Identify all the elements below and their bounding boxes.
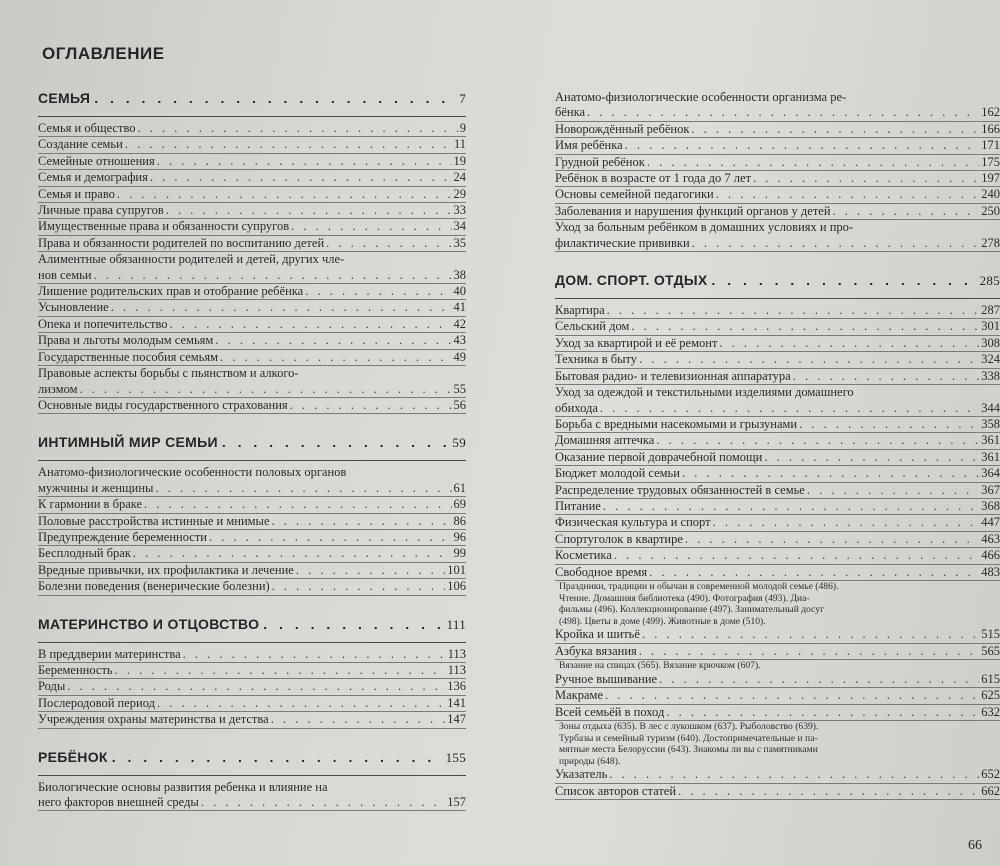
section-spacer xyxy=(38,414,466,434)
toc-entry-page: 56 xyxy=(453,397,466,412)
section-heading-page: 155 xyxy=(445,749,466,765)
toc-entry-title: Питание xyxy=(555,498,601,513)
toc-entry xyxy=(38,795,466,811)
dot-leader xyxy=(220,350,451,365)
toc-entry-page: 24 xyxy=(453,170,466,185)
toc-entry-page: 466 xyxy=(981,548,1000,563)
dot-leader xyxy=(94,90,455,106)
dot-leader xyxy=(290,398,452,413)
section-rule xyxy=(38,642,466,643)
toc-entry xyxy=(555,187,1000,203)
dot-leader xyxy=(272,514,452,529)
toc-entry-title: Квартира xyxy=(555,303,605,318)
toc-entry xyxy=(555,483,1000,499)
toc-entry-page: 361 xyxy=(981,449,1000,464)
toc-entry xyxy=(38,154,466,170)
dot-leader xyxy=(209,530,452,545)
toc-entry xyxy=(555,122,1000,138)
dot-leader xyxy=(291,219,451,234)
toc-entry xyxy=(38,300,466,316)
toc-entry-page: 147 xyxy=(447,712,466,727)
toc-entry xyxy=(38,187,466,203)
toc-entry xyxy=(555,303,1000,319)
toc-subtopics-line: фильмы (496). Коллекционирование (497). Занимательный досуг xyxy=(559,604,825,616)
section-heading-text: ДОМ. СПОРТ. ОТДЫХ xyxy=(555,272,708,289)
section-heading xyxy=(38,434,466,458)
toc-entry-page: 308 xyxy=(981,335,1000,350)
toc-entry-title: нов семьи xyxy=(38,267,92,282)
toc-entry-line: Правовые аспекты борьбы с пьянством и алкого- xyxy=(38,366,299,381)
toc-entry-title: Основные виды государственного страхования xyxy=(38,397,288,412)
toc-entry-title: Спортуголок в квартире xyxy=(555,531,683,546)
toc-entry-page: 42 xyxy=(453,316,466,331)
dot-leader xyxy=(605,688,979,703)
dot-leader xyxy=(170,317,452,332)
toc-entry-title: Грудной ребёнок xyxy=(555,154,645,169)
toc-entry-page: 9 xyxy=(459,121,466,135)
toc-entry-page: 287 xyxy=(981,303,1000,318)
section-spacer xyxy=(38,596,466,616)
toc-subtopics-line: природы (648). xyxy=(559,755,621,767)
toc-entry xyxy=(555,138,1000,154)
section-heading-page: 285 xyxy=(979,273,1000,289)
dot-leader xyxy=(753,171,979,186)
toc-entry-page: 141 xyxy=(447,695,466,710)
toc-entry xyxy=(38,579,466,595)
section-rule xyxy=(555,298,1000,299)
toc-section xyxy=(555,90,1000,252)
dot-leader xyxy=(222,434,449,450)
toc-entry-page: 515 xyxy=(981,627,1000,642)
dot-leader xyxy=(271,712,446,727)
dot-leader xyxy=(793,369,980,384)
toc-entry-page: 615 xyxy=(981,671,1000,686)
dot-leader xyxy=(639,644,979,659)
section-rule xyxy=(38,775,466,776)
toc-entry-page: 368 xyxy=(981,498,1000,513)
toc-section xyxy=(38,90,466,414)
dot-leader xyxy=(111,300,452,315)
toc-entry-title: Заболевания и нарушения функций органов у детей xyxy=(555,203,831,218)
toc-entry-title: Создание семьи xyxy=(38,137,123,152)
toc-entry-page: 29 xyxy=(453,186,466,201)
toc-entry-page: 324 xyxy=(981,352,1000,367)
toc-entry xyxy=(555,204,1000,220)
page-number: 66 xyxy=(968,838,982,853)
toc-entry-page: 162 xyxy=(981,105,1000,120)
dot-leader xyxy=(719,336,979,351)
dot-leader xyxy=(80,382,452,397)
toc-entry xyxy=(38,219,466,235)
toc-entry xyxy=(38,236,466,252)
toc-entry-page: 361 xyxy=(981,433,1000,448)
toc-subtopics-line: Турбазы и семейный туризм (640). Достопримечательные и па- xyxy=(559,732,818,744)
dot-leader xyxy=(656,433,979,448)
toc-entry-page: 662 xyxy=(981,783,1000,798)
toc-entry-title: Кройка и шитьё xyxy=(555,627,640,642)
toc-entry-page: 157 xyxy=(447,795,466,809)
toc-entry-title: Беременность xyxy=(38,662,113,677)
toc-entry xyxy=(38,696,466,712)
toc-entry-page: 463 xyxy=(981,531,1000,546)
dot-leader xyxy=(183,647,446,662)
toc-entry-page: 367 xyxy=(981,482,1000,497)
toc-entry-title: Учреждения охраны материнства и детства xyxy=(38,712,269,727)
toc-entry-title: Азбука вязания xyxy=(555,643,637,658)
dot-leader xyxy=(155,481,451,496)
toc-entry-title: Вредные привычки, их профилактика и лечение xyxy=(38,562,294,577)
toc-entry-page: 364 xyxy=(981,466,1000,481)
toc-entry xyxy=(555,705,1000,721)
toc-section xyxy=(38,434,466,595)
dot-leader xyxy=(764,450,979,465)
toc-entry-title: Послеродовой период xyxy=(38,695,155,710)
toc-entry xyxy=(555,565,1000,581)
toc-entry-page: 55 xyxy=(453,381,466,396)
toc-entry-title: Семейные отношения xyxy=(38,153,155,168)
dot-leader xyxy=(666,705,979,720)
dot-leader xyxy=(833,204,980,219)
dot-leader xyxy=(631,319,979,334)
toc-entry-page: 61 xyxy=(453,480,466,495)
toc-entry xyxy=(38,284,466,300)
dot-leader xyxy=(112,749,442,765)
toc-entry-title: Опека и попечительство xyxy=(38,316,168,331)
toc-entry-title: мужчины и женщины xyxy=(38,480,154,495)
dot-leader xyxy=(807,483,979,498)
toc-entry-title: К гармонии в браке xyxy=(38,497,143,512)
toc-entry-title: Борьба с вредными насекомыми и грызунами xyxy=(555,416,798,431)
toc-entry xyxy=(38,712,466,728)
toc-entry-page: 41 xyxy=(453,300,466,315)
dot-leader xyxy=(603,499,979,514)
section-heading-text: ИНТИМНЫЙ МИР СЕМЬИ xyxy=(38,434,218,451)
dot-leader xyxy=(125,137,452,152)
toc-entry-title: Список авторов статей xyxy=(555,783,677,798)
toc-entry-title: Бесплодный брак xyxy=(38,546,131,561)
toc-entry xyxy=(38,546,466,562)
toc-entry xyxy=(555,688,1000,704)
toc-entry xyxy=(555,767,1000,783)
dot-leader xyxy=(272,579,446,594)
dot-leader xyxy=(587,105,979,120)
toc-entry-page: 344 xyxy=(981,400,1000,415)
toc-entry xyxy=(38,268,466,284)
dot-leader xyxy=(600,401,979,416)
section-heading xyxy=(38,749,466,773)
toc-section xyxy=(555,272,1000,800)
toc-entry-page: 86 xyxy=(453,513,466,528)
dot-leader xyxy=(639,352,979,367)
toc-entry-page: 171 xyxy=(981,138,1000,153)
toc-entry-page: 565 xyxy=(981,643,1000,658)
toc-entry-page: 106 xyxy=(447,579,466,594)
section-heading-page: 7 xyxy=(459,91,466,106)
section-heading xyxy=(38,90,466,114)
toc-section xyxy=(38,616,466,729)
toc-subtopics-line: (498). Цветы в доме (499). Животные в доме (510). xyxy=(559,615,766,627)
toc-entry xyxy=(555,105,1000,121)
toc-entry xyxy=(38,514,466,530)
toc-entry-title: Всей семьёй в поход xyxy=(555,704,665,719)
toc-entry xyxy=(555,433,1000,449)
toc-entry-title: Физическая культура и спорт xyxy=(555,515,711,530)
toc-entry xyxy=(38,563,466,579)
toc-entry-title: Половые расстройства истинные и мнимые xyxy=(38,513,270,528)
toc-entry xyxy=(38,203,466,219)
toc-entry-title: Косметика xyxy=(555,548,612,563)
toc-entry xyxy=(555,672,1000,688)
section-spacer xyxy=(555,252,1000,272)
toc-entry-title: Макраме xyxy=(555,688,603,703)
toc-entry-line: Биологические основы развития ребенка и влияние на xyxy=(38,779,328,794)
toc-entry-title: него факторов внешней среды xyxy=(38,795,199,809)
toc-entry-page: 447 xyxy=(981,515,1000,530)
dot-leader xyxy=(215,333,451,348)
section-heading-page: 59 xyxy=(452,435,466,451)
toc-entry-page: 625 xyxy=(981,688,1000,703)
toc-entry-page: 19 xyxy=(453,153,466,168)
dot-leader xyxy=(614,548,979,563)
toc-entry-title: Техника в быту xyxy=(555,352,638,367)
toc-entry-title: Роды xyxy=(38,679,66,694)
dot-leader xyxy=(150,170,452,185)
toc-section xyxy=(38,749,466,812)
dot-leader xyxy=(326,236,451,251)
toc-entry-title: Уход за квартирой и её ремонт xyxy=(555,335,718,350)
toc-entry xyxy=(555,450,1000,466)
toc-entry xyxy=(555,644,1000,660)
toc-entry-title: Сельский дом xyxy=(555,319,630,334)
toc-entry-title: Лишение родительских прав и отобрание ребёнка xyxy=(38,284,304,299)
toc-entry xyxy=(555,466,1000,482)
toc-entry xyxy=(555,627,1000,643)
toc-entry-title: Ребёнок в возрасте от 1 года до 7 лет xyxy=(555,171,752,186)
dot-leader xyxy=(716,187,980,202)
section-heading-page: 111 xyxy=(446,616,466,632)
toc-entry-line: Уход за одеждой и текстильными изделиями домашнего xyxy=(555,385,854,400)
toc-entry-title: Ручное вышивание xyxy=(555,671,658,686)
toc-subtopics-line: Чтение. Домашняя библиотека (490). Фотография (493). Диа- xyxy=(559,592,810,604)
toc-entry-page: 69 xyxy=(453,497,466,512)
toc-entry-title: Усыновление xyxy=(38,300,109,315)
toc-entry xyxy=(555,369,1000,385)
toc-entry xyxy=(555,532,1000,548)
toc-entry-title: Оказание первой доврачебной помощи xyxy=(555,449,763,464)
toc-entry xyxy=(555,155,1000,171)
toc-entry xyxy=(38,398,466,414)
toc-entry xyxy=(38,530,466,546)
toc-entry-page: 33 xyxy=(453,203,466,218)
toc-entry xyxy=(555,352,1000,368)
toc-entry xyxy=(555,548,1000,564)
dot-leader xyxy=(685,532,979,547)
toc-entry-title: Бюджет молодой семьи xyxy=(555,466,680,481)
toc-entry-title: Государственные пособия семьям xyxy=(38,349,219,364)
toc-entry-title: Права и льготы молодым семьям xyxy=(38,333,214,348)
toc-entry-page: 49 xyxy=(453,349,466,364)
dot-leader xyxy=(166,203,452,218)
toc-entry-page: 483 xyxy=(981,564,1000,579)
toc-entry-title: Семья и право xyxy=(38,186,115,201)
dot-leader xyxy=(117,187,452,202)
toc-entry-page: 11 xyxy=(453,137,466,152)
toc-subtopics-line: Вязание на спицах (565). Вязание крючком (607). xyxy=(559,660,761,672)
toc-entry-title: обихода xyxy=(555,400,598,415)
page-title: ОГЛАВЛЕНИЕ xyxy=(42,44,165,63)
toc-entry-title: Новорождённый ребёнок xyxy=(555,121,690,136)
section-rule xyxy=(38,116,466,117)
dot-leader xyxy=(609,767,979,782)
toc-entry-line: Уход за больным ребёнком в домашних условиях и про- xyxy=(555,220,854,235)
section-heading xyxy=(38,616,466,640)
toc-entry-page: 250 xyxy=(981,203,1000,218)
toc-entry-page: 240 xyxy=(981,187,1000,202)
toc-entry-page: 113 xyxy=(447,646,466,661)
toc-entry xyxy=(555,401,1000,417)
dot-leader xyxy=(133,546,452,561)
toc-entry-line: Анатомо-физиологические особенности половых органов xyxy=(38,465,347,480)
dot-leader xyxy=(157,696,445,711)
dot-leader xyxy=(94,268,452,283)
dot-leader xyxy=(649,565,979,580)
toc-entry xyxy=(555,236,1000,252)
toc-entry-page: 136 xyxy=(447,679,466,694)
toc-entry-title: Бытовая радио- и телевизионная аппаратура xyxy=(555,368,791,383)
toc-entry xyxy=(38,333,466,349)
toc-entry-page: 99 xyxy=(453,546,466,561)
dot-leader xyxy=(692,236,980,251)
toc-entry-title: Домашняя аптечка xyxy=(555,433,655,448)
dot-leader xyxy=(201,795,445,810)
dot-leader xyxy=(263,616,442,632)
toc-entry-title: Семья и общество xyxy=(38,121,136,135)
toc-entry-page: 278 xyxy=(981,235,1000,250)
toc-entry xyxy=(38,350,466,366)
toc-entry xyxy=(38,121,466,137)
toc-entry xyxy=(555,499,1000,515)
toc-entry xyxy=(38,481,466,497)
section-heading-text: РЕБЁНОК xyxy=(38,748,108,765)
dot-leader xyxy=(625,138,980,153)
dot-leader xyxy=(144,497,451,512)
dot-leader xyxy=(115,663,446,678)
dot-leader xyxy=(713,515,980,530)
toc-entry xyxy=(555,336,1000,352)
toc-entry-page: 632 xyxy=(981,704,1000,719)
toc-entry-page: 40 xyxy=(453,284,466,299)
toc-entry-page: 197 xyxy=(981,171,1000,186)
toc-column-right xyxy=(555,90,1000,800)
dot-leader xyxy=(305,284,451,299)
toc-entry-page: 35 xyxy=(453,235,466,250)
toc-entry xyxy=(555,171,1000,187)
toc-entry-page: 101 xyxy=(447,562,466,577)
dot-leader xyxy=(647,155,979,170)
toc-entry-title: филактические прививки xyxy=(555,235,690,250)
toc-subtopics-line: Зоны отдыха (635). В лес с лукошком (637). Рыболовство (639). xyxy=(559,720,819,732)
toc-entry-title: Основы семейной педагогики xyxy=(555,187,714,202)
dot-leader xyxy=(157,154,452,169)
dot-leader xyxy=(642,627,979,642)
toc-entry xyxy=(38,497,466,513)
toc-subtopics-line: Праздники, традиции и обычаи в современной молодой семье (486). xyxy=(559,580,839,592)
toc-entry xyxy=(555,417,1000,433)
toc-entry-page: 113 xyxy=(447,662,466,677)
dot-leader xyxy=(678,784,979,799)
dot-leader xyxy=(659,672,979,687)
toc-entry xyxy=(38,137,466,153)
toc-entry-page: 34 xyxy=(453,219,466,234)
toc-entry xyxy=(555,319,1000,335)
toc-entry-page: 301 xyxy=(981,319,1000,334)
dot-leader xyxy=(67,679,445,694)
toc-entry-page: 38 xyxy=(453,267,466,282)
toc-entry-page: 43 xyxy=(453,333,466,348)
toc-entry-title: Права и обязанности родителей по воспитанию детей xyxy=(38,235,325,250)
toc-subtopics-line: мятные места Белоруссии (643). Знакомы ли вы с памятниками xyxy=(559,744,818,756)
toc-column-left xyxy=(38,90,466,811)
toc-entry-line: Алиментные обязанности родителей и детей, других чле- xyxy=(38,252,345,267)
section-heading-text: МАТЕРИНСТВО И ОТЦОВСТВО xyxy=(38,615,260,632)
toc-entry xyxy=(38,317,466,333)
toc-entry-title: В преддверии материнства xyxy=(38,646,181,661)
dot-leader xyxy=(691,122,979,137)
dot-leader xyxy=(799,417,979,432)
toc-entry-page: 338 xyxy=(981,368,1000,383)
toc-entry-title: Имущественные права и обязанности супругов xyxy=(38,219,290,234)
toc-entry xyxy=(38,382,466,398)
dot-leader xyxy=(296,563,445,578)
toc-entry-title: Распределение трудовых обязанностей в семье xyxy=(555,482,805,497)
toc-entry-page: 166 xyxy=(981,121,1000,136)
toc-entry-line: Анатомо-физиологические особенности организма ре- xyxy=(555,90,847,104)
dot-leader xyxy=(711,272,975,288)
section-heading-text: СЕМЬЯ xyxy=(38,90,91,106)
toc-entry-page: 175 xyxy=(981,154,1000,169)
toc-entry-title: Болезни поведения (венерические болезни) xyxy=(38,579,270,594)
dot-leader xyxy=(682,466,979,481)
toc-entry xyxy=(38,663,466,679)
toc-entry xyxy=(555,515,1000,531)
toc-entry-title: Указатель xyxy=(555,767,608,782)
toc-entry-title: Личные права супругов xyxy=(38,203,164,218)
toc-entry xyxy=(38,679,466,695)
toc-entry xyxy=(38,647,466,663)
section-heading xyxy=(555,272,1000,296)
toc-entry xyxy=(38,170,466,186)
toc-entry-page: 358 xyxy=(981,416,1000,431)
toc-entry-title: Предупреждение беременности xyxy=(38,529,207,544)
dot-leader xyxy=(607,303,980,318)
toc-entry-title: Свободное время xyxy=(555,564,648,579)
toc-entry-page: 652 xyxy=(981,767,1000,782)
toc-entry-page: 96 xyxy=(453,529,466,544)
toc-entry-title: лизмом xyxy=(38,381,78,396)
section-rule xyxy=(38,460,466,461)
section-spacer xyxy=(38,729,466,749)
toc-entry-title: бёнка xyxy=(555,105,586,120)
dot-leader xyxy=(138,121,458,136)
toc-entry-title: Имя ребёнка xyxy=(555,138,623,153)
toc-entry xyxy=(555,784,1000,800)
toc-entry-title: Семья и демография xyxy=(38,170,148,185)
